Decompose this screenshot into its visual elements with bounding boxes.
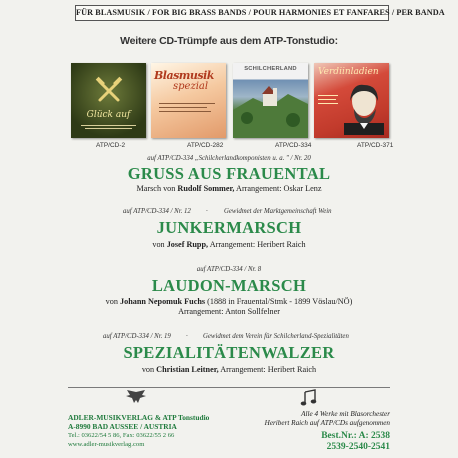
footer-note-line-2: Heribert Raich auf ATP/CDs aufgenommen [264, 419, 390, 427]
piece-2-credit: von Josef Rupp, Arrangement: Heribert Raich [152, 240, 306, 249]
landscape-illustration [233, 80, 308, 138]
ref-separator: · [206, 208, 208, 215]
cd-cover-title: Verdiinladien [318, 67, 379, 77]
piece-4-dedication: Gewidmet dem Verein für Schilcherland-Spezialitäten [203, 333, 349, 340]
header-banner: FÜR BLASMUSIK / FOR BIG BRASS BANDS / POUR HARMONIES ET FANFARES / PER BANDA [75, 5, 389, 21]
cd-code: ATP/CD-371 [357, 142, 394, 149]
cd-cover-1 [71, 63, 146, 138]
cover-line [318, 99, 336, 100]
order-number-label: Best.Nr.: A: 2538 [321, 431, 390, 441]
cd-code: ATP/CD-282 [187, 142, 224, 149]
piece-3-credit: von Johann Nepomuk Fuchs (1888 in Frauental/Stmk - 1899 Vöslau/NÖ) [105, 297, 353, 306]
piece-4-reference: auf ATP/CD-334 / Nr. 19 [103, 333, 171, 340]
cd-cover-subtitle: spezial [173, 81, 209, 92]
footer-divider [68, 387, 390, 388]
publisher-website: www.adler-musikverlag.com [68, 441, 145, 448]
cd-cover-2 [151, 63, 226, 138]
piece-1-title: GRUSS AUS FRAUENTAL [127, 164, 331, 183]
publisher-phone: Tel.: 03622/54 5 86, Fax: 03622/55 2 66 [68, 432, 175, 439]
piece-1-credit: Marsch von Rudolf Sommer, Arrangement: Oskar Lenz [136, 184, 322, 193]
footer-note-line-1: Alle 4 Werke mit Blasorchester [301, 410, 390, 418]
cover-line [81, 125, 136, 126]
piece-3-reference: auf ATP/CD-334 / Nr. 8 [196, 266, 262, 273]
piece-2-title: JUNKERMARSCH [156, 218, 302, 237]
piece-1-reference: auf ATP/CD-334 „Schilcherlandkomponisten u. a. " / Nr. 20 [147, 155, 311, 162]
cd-code: ATP/CD-2 [96, 142, 126, 149]
piece-2-dedication: Gewidmet der Marktgemeinschaft Wein [224, 208, 332, 215]
cd-code: ATP/CD-334 [275, 142, 312, 149]
music-notes-logo-icon [300, 390, 324, 406]
publisher-address: A-8990 BAD AUSSEE / AUSTRIA [68, 422, 177, 431]
cover-line [159, 111, 211, 112]
cover-line [318, 95, 338, 96]
eagle-logo-icon [125, 389, 147, 405]
portrait-illustration [338, 79, 386, 135]
piece-4-credit: von Christian Leitner, Arrangement: Heribert Raich [141, 365, 317, 374]
ref-separator: · [186, 333, 188, 340]
publisher-name: ADLER-MUSIKVERLAG & ATP Tonstudio [68, 413, 210, 422]
cover-line [159, 107, 207, 108]
cd-cover-title: Blasmusik [154, 69, 214, 82]
hammer-pick-icon [95, 77, 123, 105]
cd-section-heading: Weitere CD-Trümpfe aus dem ATP-Tonstudio: [120, 35, 338, 47]
piece-2-reference: auf ATP/CD-334 / Nr. 12 [123, 208, 191, 215]
cover-line [159, 103, 215, 104]
piece-4-title: SPEZIALITÄTENWALZER [123, 343, 335, 362]
cd-cover-title: SCHILCHERLAND [244, 66, 297, 72]
piece-3-title: LAUDON-MARSCH [151, 276, 307, 295]
cover-line [85, 128, 132, 129]
cd-cover-4 [314, 63, 389, 138]
order-numbers: 2539-2540-2541 [326, 442, 390, 452]
cd-cover-3 [233, 63, 308, 138]
cd-cover-title: Glück auf [86, 110, 131, 120]
piece-3-arrangement: Arrangement: Anton Sollfelner [178, 307, 280, 316]
cover-line [318, 103, 338, 104]
